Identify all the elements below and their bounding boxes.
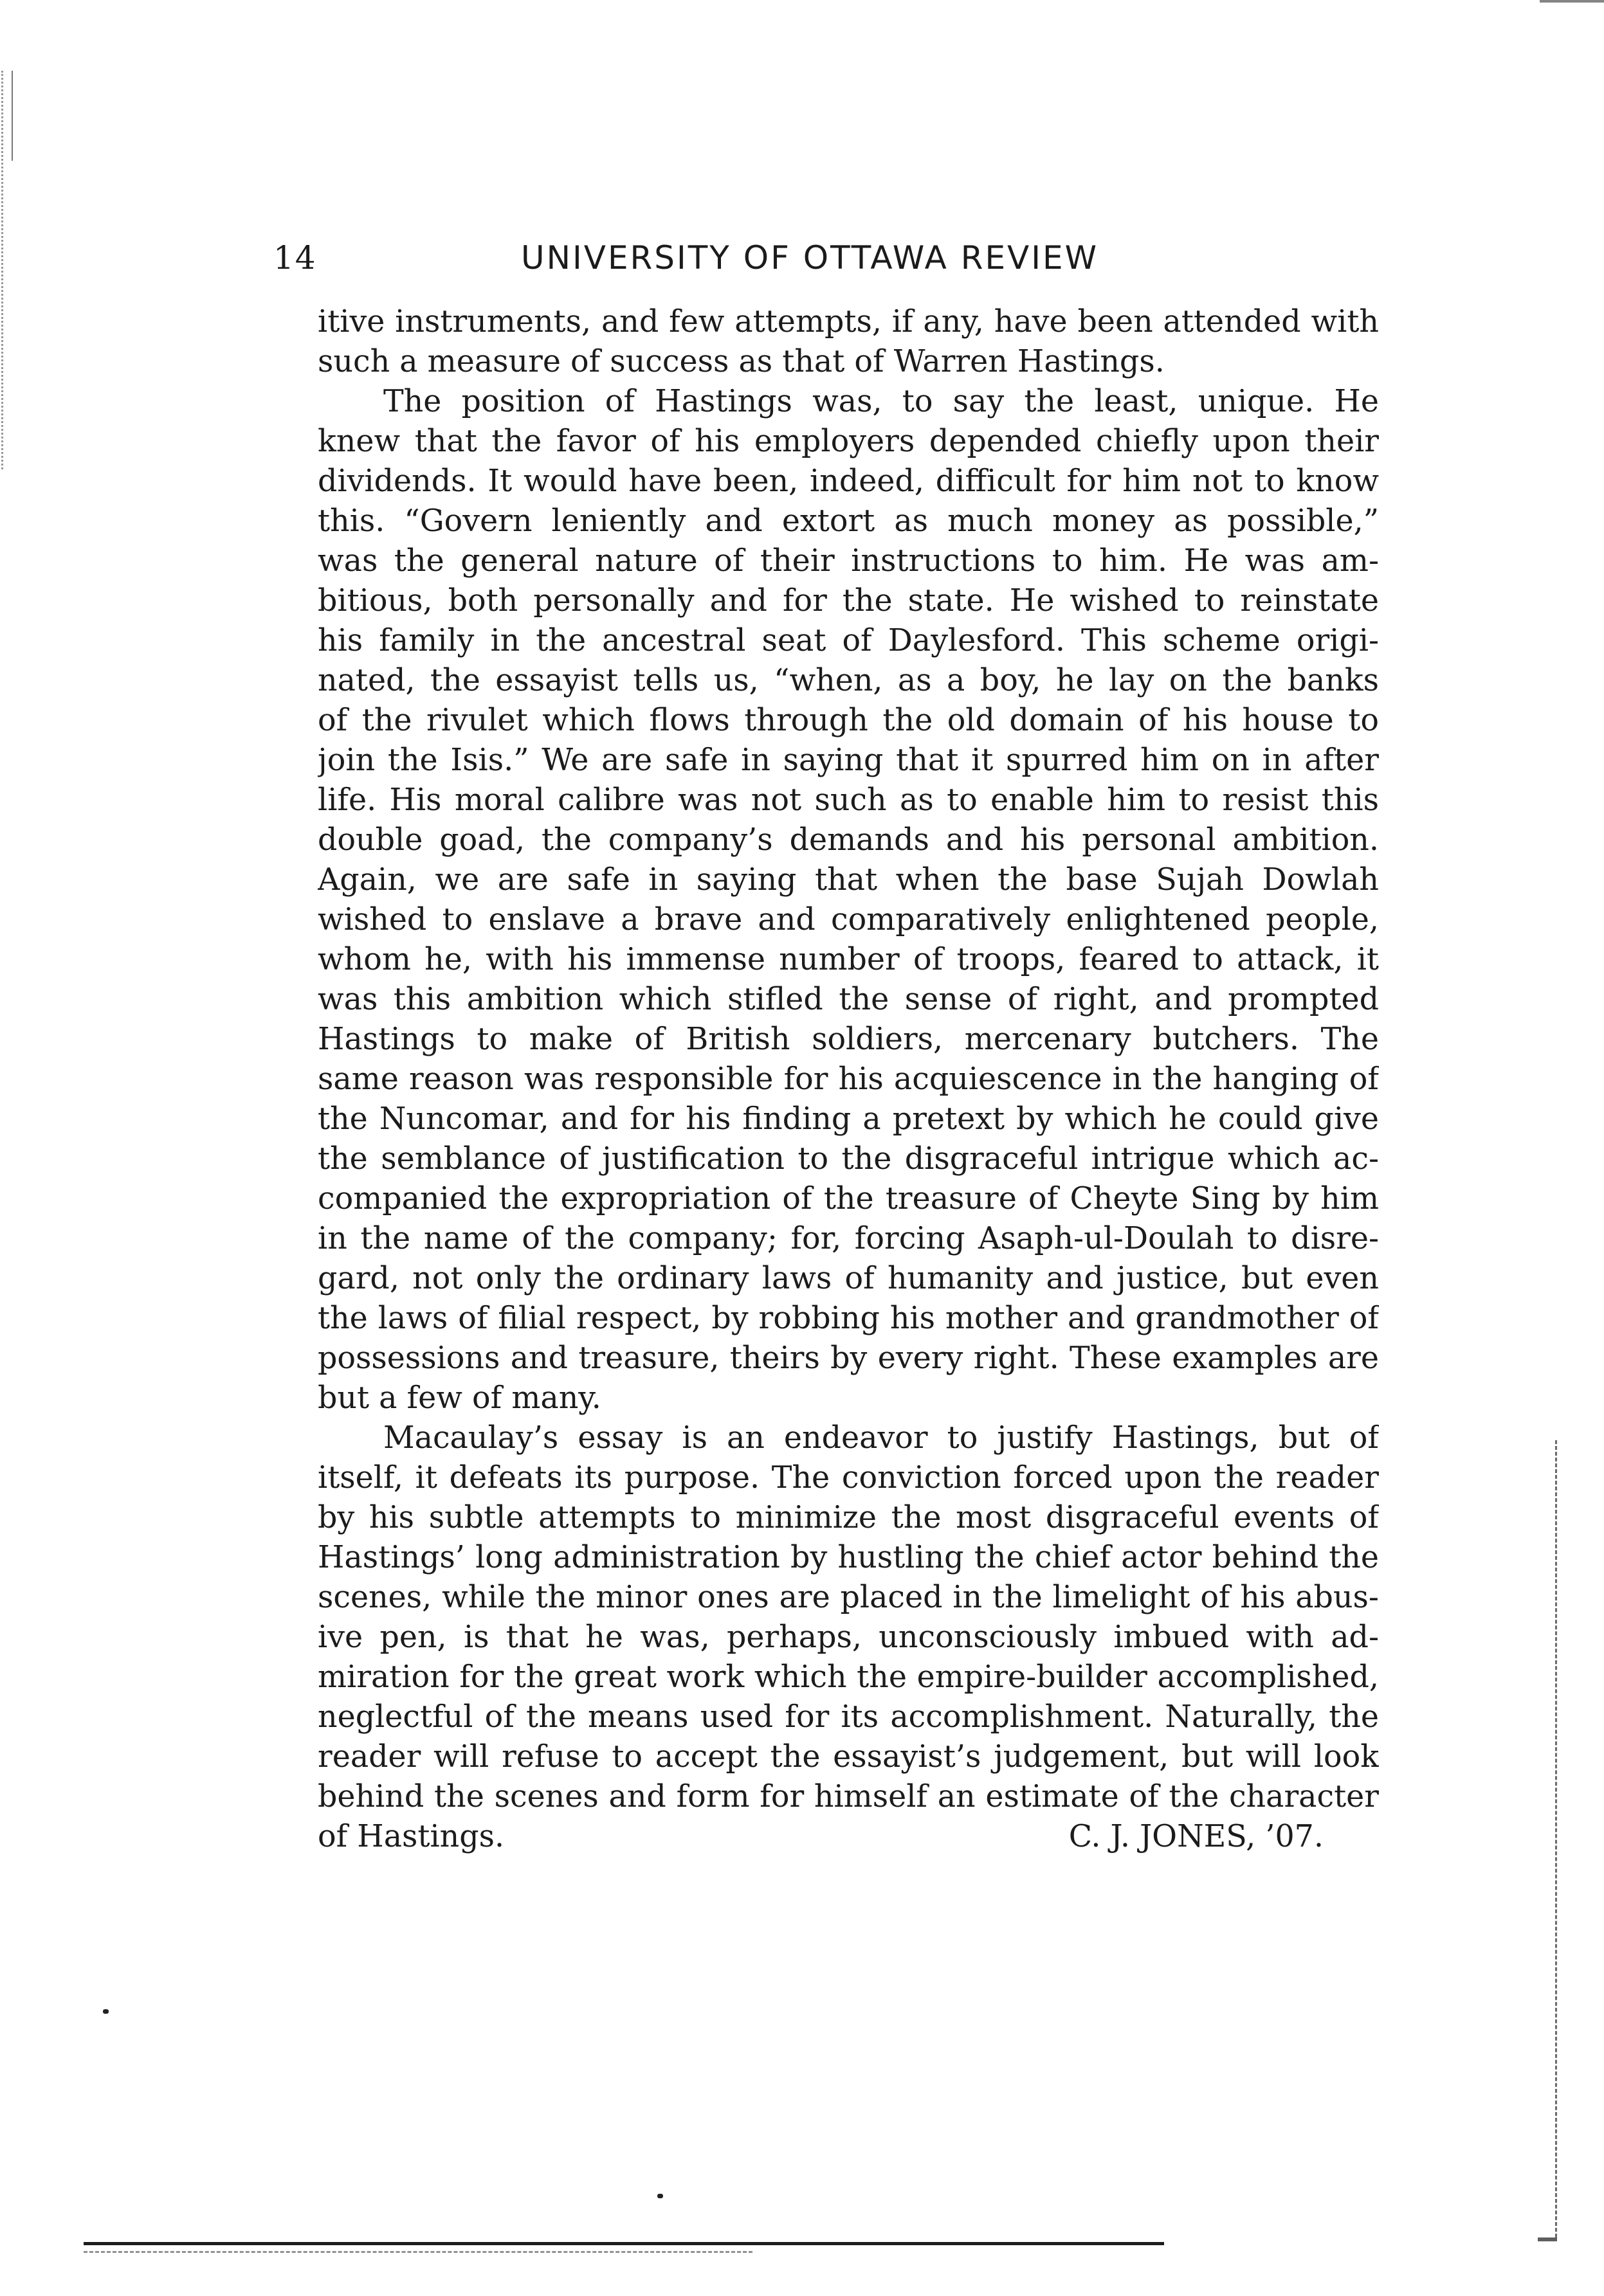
text-line: by his subtle attempts to minimize the most disgraceful events of (318, 1500, 1379, 1535)
running-title: UNIVERSITY OF OTTAWA REVIEW (521, 239, 1099, 276)
scan-edge-left (1, 71, 6, 469)
text-line: itself, it defeats its purpose. The conviction forced upon the reader (318, 1460, 1379, 1496)
text-line: reader will refuse to accept the essayist’s judgement, but will look (318, 1739, 1379, 1775)
text-line: life. His moral calibre was not such as to enable him to resist this (318, 782, 1379, 818)
text-line: his family in the ancestral seat of Daylesford. This scheme origi- (318, 623, 1379, 658)
scan-edge-top-right (1540, 0, 1604, 3)
scan-edge-left-mark (12, 71, 13, 161)
text-line: nated, the essayist tells us, “when, as a boy, he lay on the banks (318, 663, 1379, 698)
text-line: Hastings to make of British soldiers, mercenary butchers. The (318, 1022, 1379, 1057)
text-line: Again, we are safe in saying that when the base Sujah Dowlah (318, 862, 1379, 898)
text-line: possessions and treasure, theirs by every right. These examples are (318, 1341, 1379, 1376)
text-line: dividends. It would have been, indeed, difficult for him not to know (318, 464, 1379, 499)
text-line: same reason was responsible for his acquiescence in the hanging of (318, 1062, 1379, 1097)
text-line: companied the expropriation of the treasure of Cheyte Sing by him (318, 1181, 1379, 1216)
text-line: was this ambition which stifled the sense of right, and prompted (318, 982, 1379, 1017)
stray-mark-left (103, 2009, 109, 2014)
article-body (318, 302, 1379, 1857)
text-line: miration for the great work which the empire-builder accomplished, (318, 1659, 1379, 1695)
text-line: this. “Govern leniently and extort as much money as possible,” (318, 503, 1379, 539)
text-line: bitious, both personally and for the state. He wished to reinstate (318, 583, 1379, 619)
text-line: wished to enslave a brave and comparatively enlightened people, (318, 902, 1379, 937)
text-line: such a measure of success as that of Warren Hastings. (318, 344, 1165, 379)
text-line: join the Isis.” We are safe in saying that it spurred him on in after (318, 743, 1379, 778)
page-header (273, 229, 1219, 287)
text-line: the laws of filial respect, by robbing his mother and grandmother of (318, 1301, 1379, 1336)
text-line: whom he, with his immense number of troops, feared to attack, it (318, 942, 1379, 977)
author-signature: C. J. JONES, ’07. (1068, 1819, 1324, 1854)
text-line: but a few of many. (318, 1380, 601, 1416)
text-line: The position of Hastings was, to say the least, unique. He (383, 384, 1379, 419)
text-line: behind the scenes and form for himself an estimate of the character (318, 1779, 1379, 1814)
text-line: knew that the favor of his employers depended chiefly upon their (318, 424, 1379, 459)
text-line: the Nuncomar, and for his finding a pretext by which he could give (318, 1101, 1379, 1137)
text-line: gard, not only the ordinary laws of humanity and justice, but even (318, 1261, 1379, 1296)
text-line: Macaulay’s essay is an endeavor to justify Hastings, but of (383, 1420, 1379, 1456)
footer-rule (84, 2242, 1164, 2245)
text-line: in the name of the company; for, forcing Asaph-ul-Doulah to disre- (318, 1221, 1379, 1256)
text-line: scenes, while the minor ones are placed in the limelight of his abus- (318, 1580, 1379, 1615)
text-line: Hastings’ long administration by hustling the chief actor behind the (318, 1540, 1379, 1575)
stray-mark-bottom (657, 2194, 663, 2198)
text-line: was the general nature of their instructions to him. He was am- (318, 543, 1379, 579)
text-line: of the rivulet which flows through the old domain of his house to (318, 703, 1379, 738)
footer-rule-shadow (84, 2251, 752, 2255)
text-line: itive instruments, and few attempts, if any, have been attended with (318, 304, 1379, 339)
text-line: double goad, the company’s demands and his personal ambition. (318, 822, 1379, 858)
text-line: ive pen, is that he was, perhaps, unconsciously imbued with ad- (318, 1620, 1379, 1655)
text-line: the semblance of justification to the disgraceful intrigue which ac- (318, 1141, 1379, 1177)
closing-line (318, 1817, 1379, 1857)
text-line: neglectful of the means used for its accomplishment. Naturally, the (318, 1699, 1379, 1735)
closing-text: of Hastings. (318, 1819, 505, 1854)
scan-edge-right-bracket (1531, 1440, 1557, 2237)
page-number: 14 (273, 239, 317, 276)
